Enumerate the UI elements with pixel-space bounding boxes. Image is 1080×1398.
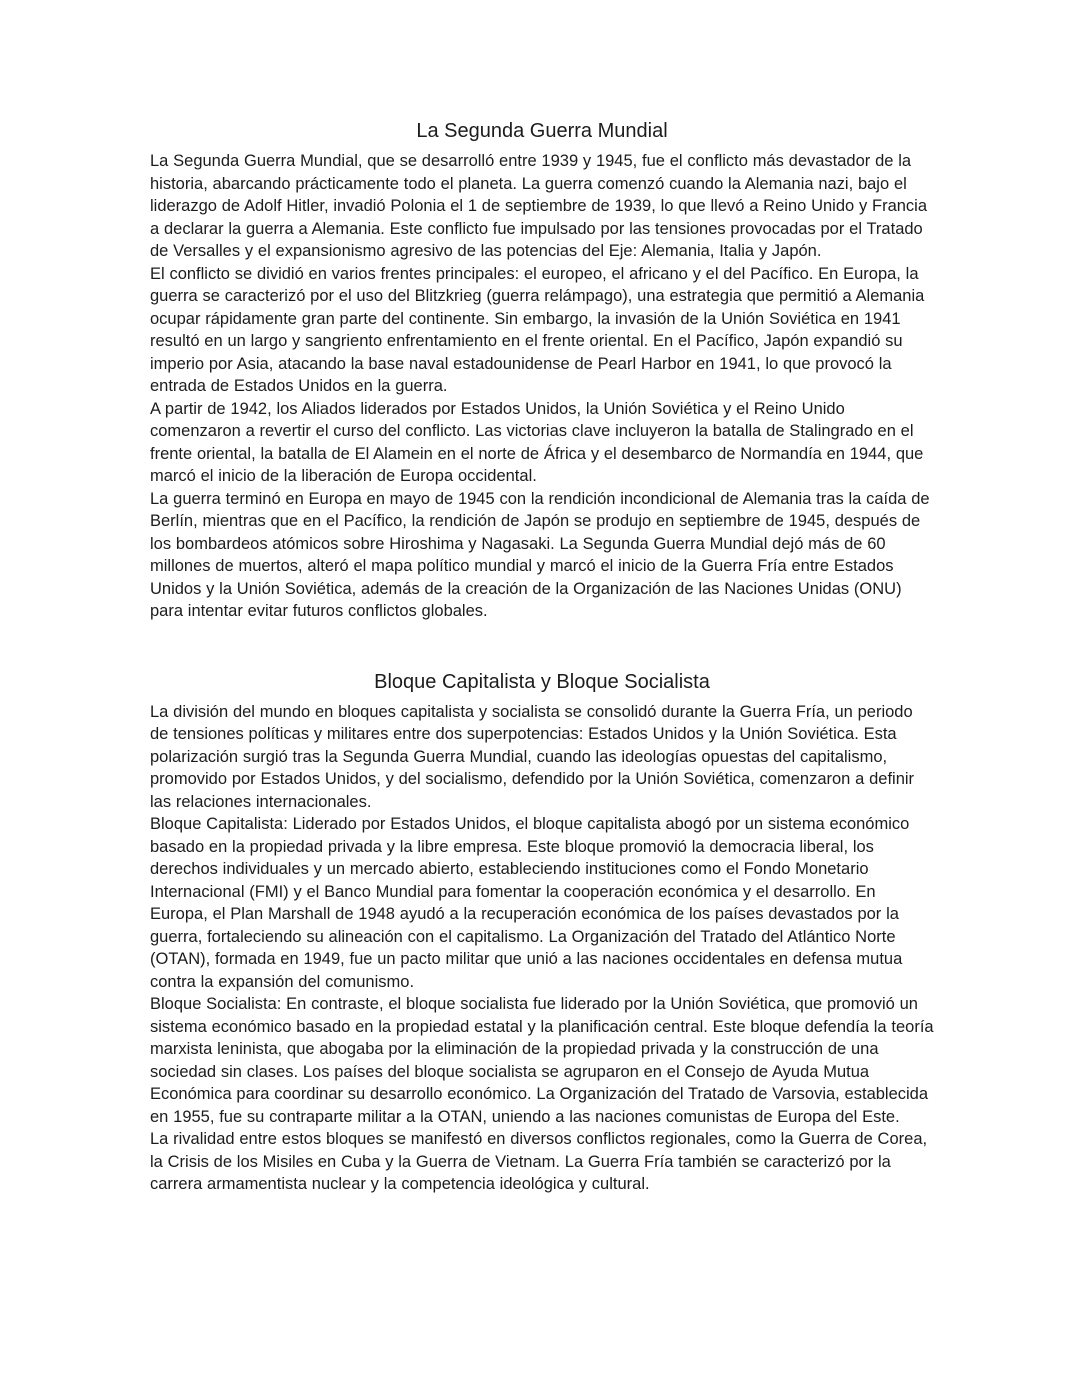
paragraph: A partir de 1942, los Aliados liderados por Estados Unidos, la Unión Soviética y el Reino Unido comenzaron a revertir el curso del conflicto. Las victorias clave incluyeron la batalla de Stalingrado en el frente oriental, la batalla de El Alamein en el norte de África y el desembarco de Normandía en 1944, que marcó el inicio de la liberación de Europa occidental.: [150, 399, 924, 485]
paragraph: El conflicto se dividió en varios frentes principales: el europeo, el africano y el del Pacífico. En Europa, la guerra se caracterizó por el uso del Blitzkrieg (guerra relámpago), una estrategia que permitió a Alemania ocupar rápidamente gran parte del continente. Sin embargo, la invasión de la Unión Soviética en 1941 resultó en un largo y sangriento enfrentamiento en el frente oriental. En el Pacífico, Japón expandió su imperio por Asia, atacando la base naval estadounidense de Pearl Harbor en 1941, lo que provocó la entrada de Estados Unidos en la guerra.: [150, 264, 925, 395]
section-title-blocs: Bloque Capitalista y Bloque Socialista: [374, 670, 710, 693]
paragraph: Bloque Socialista: En contraste, el bloque socialista fue liderado por la Unión Soviética, que promovió un sistema económico basado en la propiedad estatal y la planificación central. Este bloque defendía la teoría marxista leninista, que abogaba por la eliminación de la propiedad privada y la construcción de una sociedad sin clases. Los países del bloque socialista se agruparon en el Consejo de Ayuda Mutua Económica para coordinar su desarrollo económico. La Organización del Tratado de Varsovia, establecida en 1955, fue su contraparte militar a la OTAN, uniendo a las naciones comunistas de Europa del Este.: [150, 995, 934, 1126]
document-content: [150, 118, 934, 1196]
paragraph: La división del mundo en bloques capitalista y socialista se consolidó durante la Guerra Fría, un periodo de tensiones políticas y militares entre dos superpotencias: Estados Unidos y la Unión Soviética. Esta polarización surgió tras la Segunda Guerra Mundial, cuando las ideologías opuestas del capitalismo, promovido por Estados Unidos, y del socialismo, defendido por la Unión Soviética, comenzaron a definir las relaciones internacionales.: [150, 702, 915, 811]
section-blocs: [150, 669, 934, 1196]
section-body-ww2: [150, 150, 934, 623]
paragraph: La rivalidad entre estos bloques se manifestó en diversos conflictos regionales, como la Guerra de Corea, la Crisis de los Misiles en Cuba y la Guerra de Vietnam. La Guerra Fría también se caracterizó por la carrera armamentista nuclear y la competencia ideológica y cultural.: [150, 1130, 928, 1193]
paragraph: Bloque Capitalista: Liderado por Estados Unidos, el bloque capitalista abogó por un sistema económico basado en la propiedad privada y la libre empresa. Este bloque promovió la democracia liberal, los derechos individuales y un mercado abierto, estableciendo instituciones como el Fondo Monetario Internacional (FMI) y el Banco Mundial para fomentar la cooperación económica y el desarrollo. En Europa, el Plan Marshall de 1948 ayudó a la recuperación económica de los países devastados por la guerra, fortaleciendo su alineación con el capitalismo. La Organización del Tratado del Atlántico Norte (OTAN), formada en 1949, fue un pacto militar que unió a las naciones occidentales en defensa mutua contra la expansión del comunismo.: [150, 815, 910, 991]
paragraph: La guerra terminó en Europa en mayo de 1945 con la rendición incondicional de Alemania tras la caída de Berlín, mientras que en el Pacífico, la rendición de Japón se produjo en septiembre de 1945, después de los bombardeos atómicos sobre Hiroshima y Nagasaki. La Segunda Guerra Mundial dejó más de 60 millones de muertos, alteró el mapa político mundial y marcó el inicio de la Guerra Fría entre Estados Unidos y la Unión Soviética, además de la creación de la Organización de las Naciones Unidas (ONU) para intentar evitar futuros conflictos globales.: [150, 489, 930, 620]
section-title-ww2: La Segunda Guerra Mundial: [416, 120, 668, 142]
paragraph: La Segunda Guerra Mundial, que se desarrolló entre 1939 y 1945, fue el conflicto más devastador de la historia, abarcando prácticamente todo el planeta. La guerra comenzó cuando la Alemania nazi, bajo el liderazgo de Adolf Hitler, invadió Polonia el 1 de septiembre de 1939, lo que llevó a Reino Unido y Francia a declarar la guerra a Alemania. Este conflicto fue impulsado por las tensiones provocadas por el Tratado de Versalles y el expansionismo agresivo de las potencias del Eje: Alemania, Italia y Japón.: [150, 152, 928, 260]
section-body-blocs: [150, 701, 934, 1196]
section-ww2: [150, 118, 934, 623]
